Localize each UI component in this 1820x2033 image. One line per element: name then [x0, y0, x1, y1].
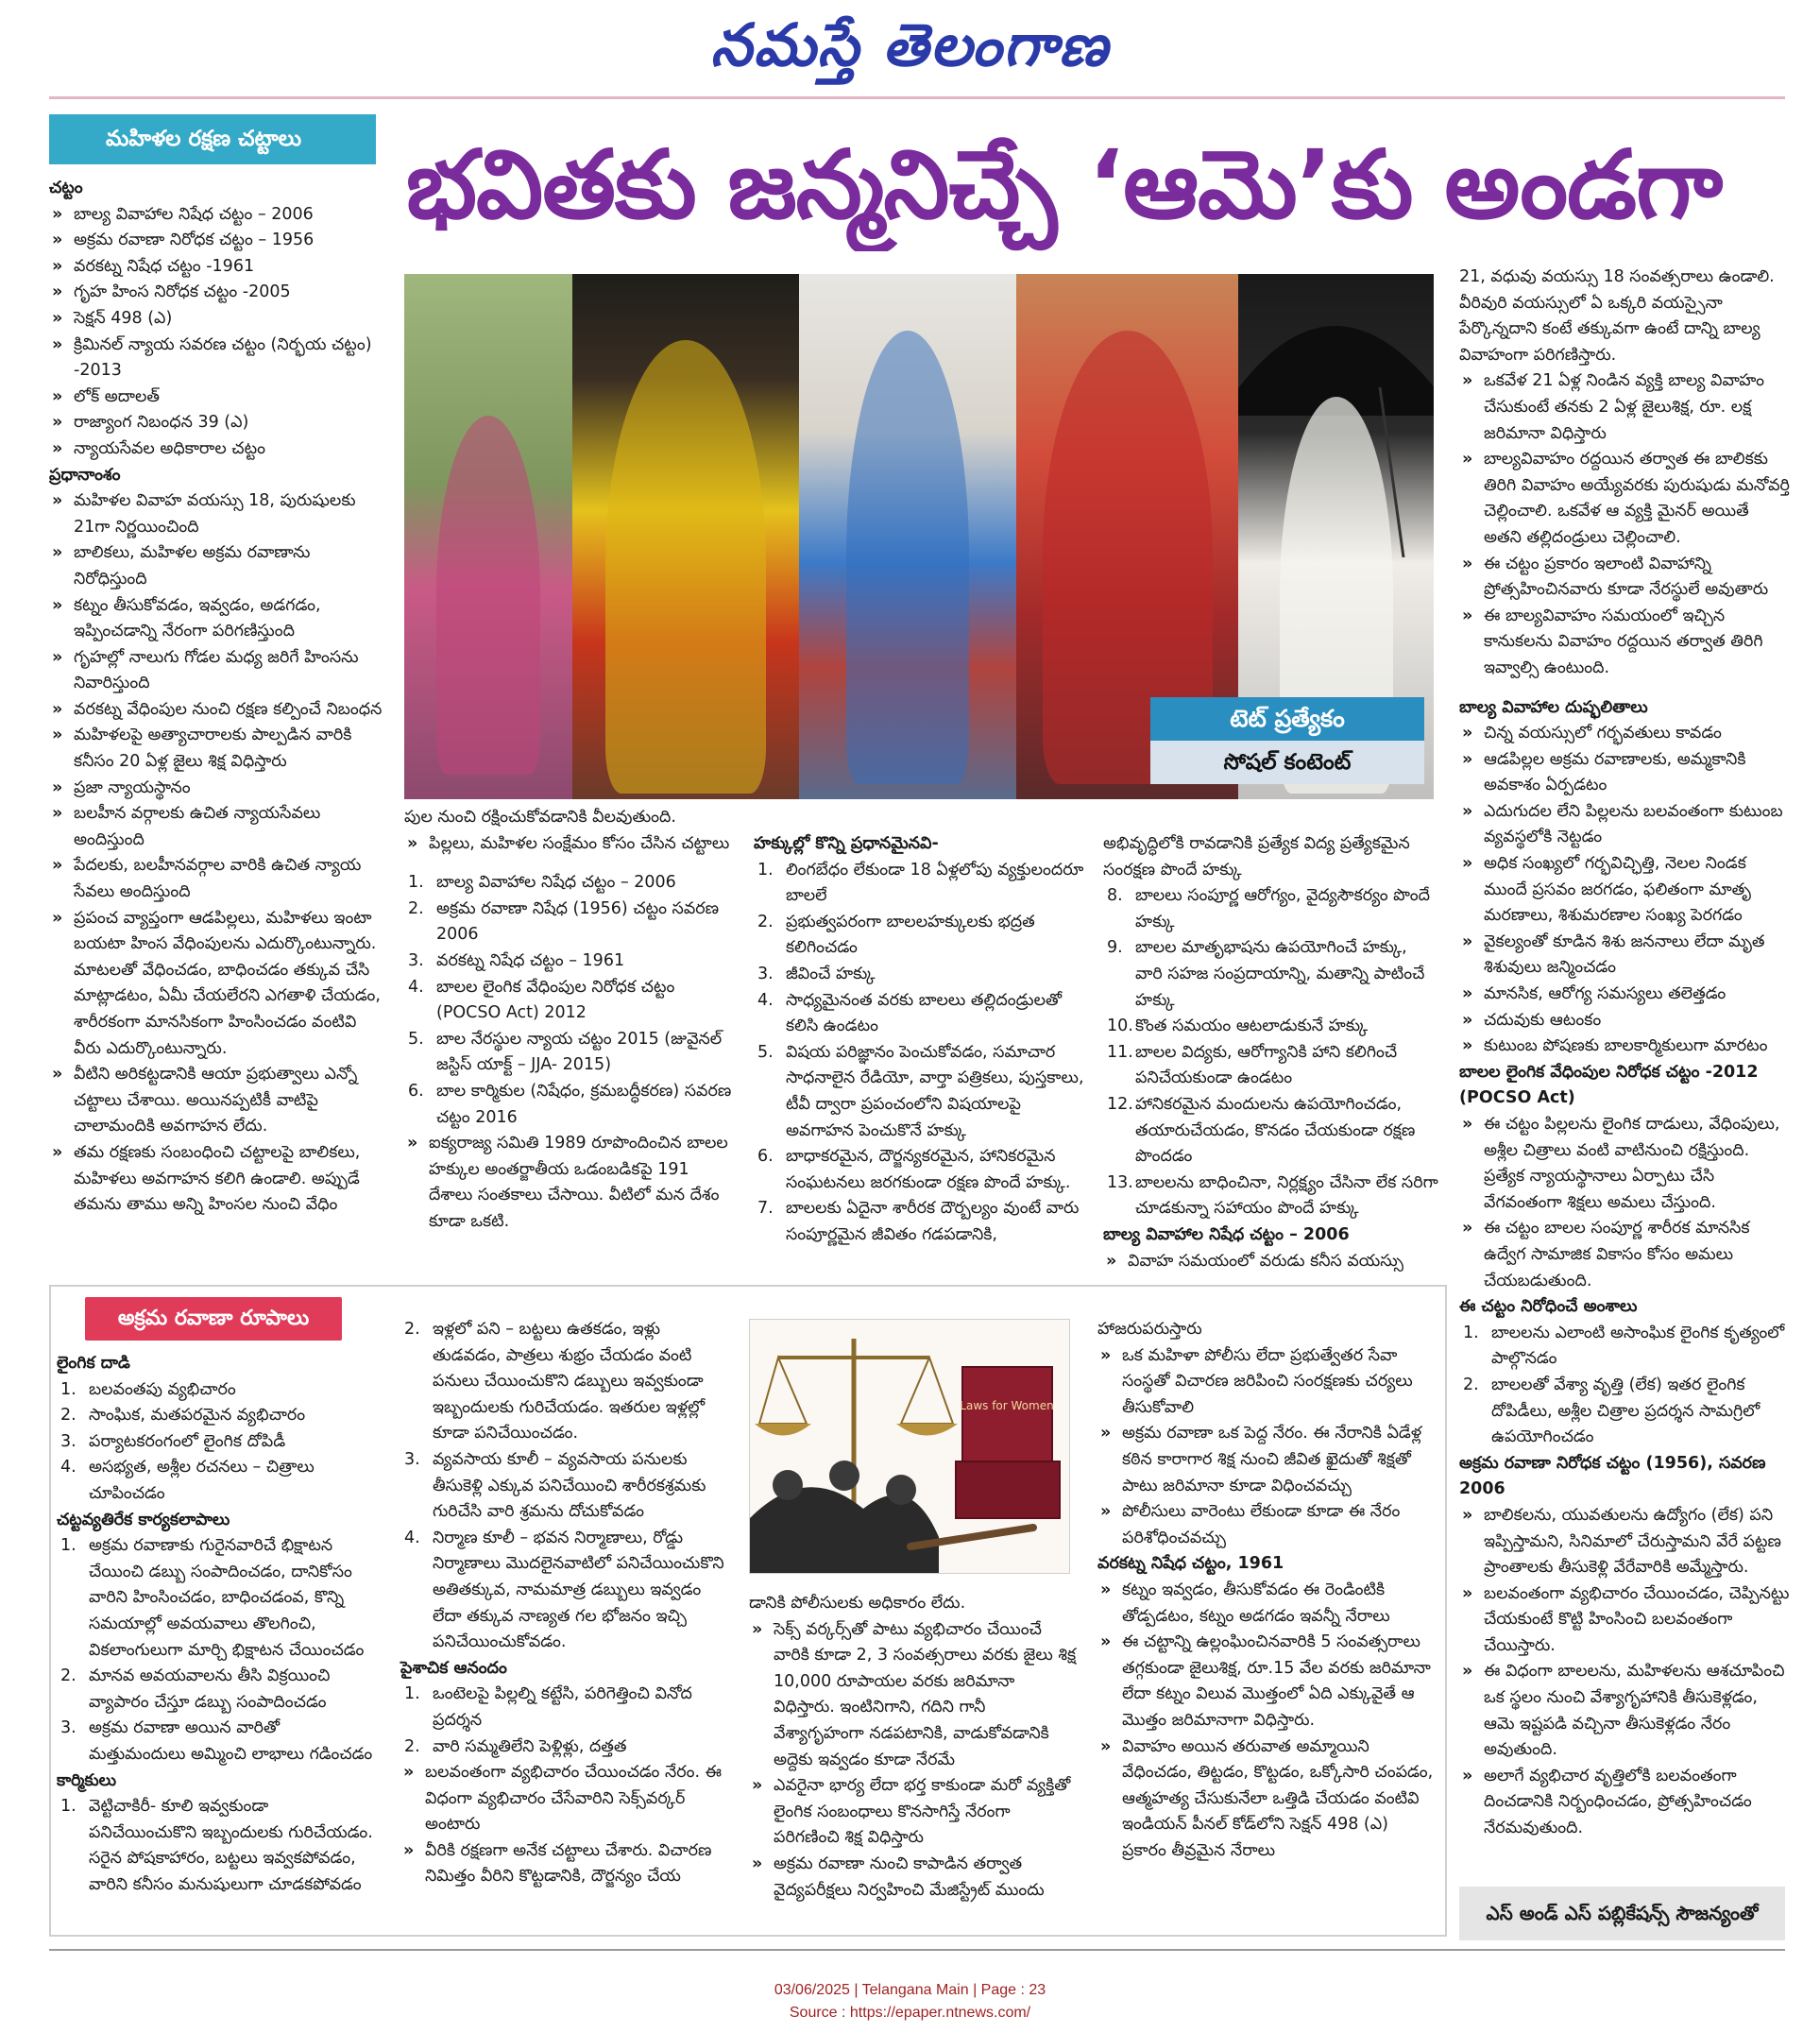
- numbered-item: [1103, 883, 1438, 935]
- item-text: బాలలను బాధించినా, నిర్లక్ష్యం చేసినా లేక సరిగా చూడకున్నా సహాయం పొందే హక్కు: [1135, 1172, 1438, 1219]
- subheading: [49, 176, 385, 202]
- paragraph: [749, 1591, 1080, 1617]
- item-text: బాల్యవివాహం రద్దయిన తర్వాత ఈ బాలికకు తిరిగి వివాహం అయ్యేవరకు పురుషుడు మనోవర్తి చెల్లించాలి. ఒకవేళ ఆ వ్యక్తి మైనర్ అయితే అతని తల్లిదండ్రులు చెల్లించాలి.: [1484, 450, 1790, 547]
- item-text: చట్టవ్యతిరేక కార్యకలాపాలు: [57, 1510, 230, 1529]
- item-text: రాజ్యాంగ నిబంధన 39 (ఎ): [74, 413, 249, 433]
- bullet-item: [1459, 1503, 1790, 1581]
- item-text: బాల్య వివాహాల నిషేధ చట్టం – 2006: [74, 204, 314, 224]
- numbered-item: [1103, 1014, 1438, 1040]
- bullet-item: [1459, 799, 1790, 851]
- item-text: బాలలను ఎలాంటి అసాంఘిక లైంగిక కృత్యంలో పాల్గొనడం: [1491, 1323, 1785, 1369]
- item-text: అక్రమ రవాణా నిరోధక చట్టం (1956), సవరణ 2006: [1459, 1453, 1766, 1499]
- numbered-item: [57, 1716, 380, 1768]
- numbered-item: [404, 897, 735, 948]
- item-text: హాజరుపరుస్తారు: [1097, 1320, 1202, 1339]
- item-text: అక్రమ రవాణా అయిన వారితో మత్తుమందులు అమ్మించి లాభాలు గడించడం: [89, 1718, 373, 1764]
- item-number: 2.: [60, 1406, 77, 1426]
- numbered-item: [57, 1794, 380, 1898]
- subheading: [1459, 1451, 1790, 1503]
- bullet-item: [1459, 552, 1790, 604]
- item-text: బాల కార్మికుల (నిషేధం, క్రమబద్ధీకరణ) సవరణ చట్టం 2016: [436, 1081, 732, 1127]
- item-text: లోక్ అదాలత్: [74, 386, 161, 406]
- subheading: [1459, 1060, 1790, 1112]
- item-text: అక్రమ రవాణా నిరోధక చట్టం – 1956: [74, 231, 315, 250]
- bullet-item: [1097, 1734, 1437, 1865]
- bullet-item: [49, 697, 385, 724]
- bullet-item: [1459, 747, 1790, 799]
- item-number: 4.: [404, 1528, 420, 1547]
- bullet-item: [404, 1131, 735, 1235]
- column-labour-exploitation: [400, 1317, 731, 1890]
- photo-woman-in-blue-dress: [799, 274, 1016, 799]
- item-text: బాల్య వివాహాల దుష్ఫలితాలు: [1459, 697, 1648, 717]
- numbered-item: [754, 1196, 1084, 1248]
- item-number: 5.: [757, 1042, 774, 1062]
- item-number: 1.: [408, 873, 424, 893]
- item-text: కుటుంబ పోషణకు బాలకార్మికులుగా మారటం: [1484, 1036, 1768, 1056]
- item-text: బాల్య వివాహాల నిషేధ చట్టం – 2006: [1103, 1224, 1350, 1244]
- numbered-item: [57, 1403, 380, 1429]
- item-text: ఈ బాల్యవివాహం సమయంలో ఇచ్చిన కానుకలను వివాహం రద్దయిన తర్వాత తిరిగి ఇవ్వాల్సి ఉంటుంది.: [1484, 606, 1763, 677]
- bullet-item: [1097, 1578, 1437, 1630]
- item-number: 4.: [60, 1458, 77, 1478]
- item-number: 9.: [1107, 938, 1123, 958]
- item-text: న్యాయసేవల అధికారాల చట్టం: [74, 438, 265, 458]
- item-text: అభివృద్ధిలోకి రావడానికి ప్రత్యేక విద్య ప్రత్యేకమైన సంరక్షణ పొందే హక్కు: [1103, 834, 1410, 880]
- numbered-item: [57, 1429, 380, 1456]
- numbered-item: [400, 1447, 731, 1526]
- bullet-item: [49, 723, 385, 775]
- column-child-rights: [754, 831, 1084, 1249]
- numbered-item: [1459, 1373, 1790, 1451]
- subheading: [1459, 695, 1790, 722]
- item-number: 12.: [1107, 1094, 1133, 1114]
- bullet-item: [404, 831, 735, 858]
- bullet-item: [49, 228, 385, 254]
- item-number: 4.: [408, 977, 424, 997]
- item-text: వీటిని అరికట్టడానికి ఆయా ప్రభుత్వాలు ఎన్నో చట్టాలు చేశాయి. అయినప్పటికీ వాటిపై చాలామందికి అవగాహన లేదు.: [74, 1065, 358, 1136]
- item-text: పైశాచిక ఆనందం: [400, 1658, 507, 1678]
- item-text: మానవ అవయవాలను తీసి విక్రయించి వ్యాపారం చేస్తూ డబ్బు సంపాదించడం: [89, 1666, 331, 1712]
- bullet-item: [1097, 1421, 1437, 1499]
- item-text: వరకట్న నిషేధ చట్టం -1961: [74, 256, 255, 276]
- bullet-item: [1097, 1630, 1437, 1734]
- item-text: వరకట్న వేధింపుల నుంచి రక్షణ కల్పించే నిబంధన: [74, 699, 383, 719]
- numbered-item: [1459, 1321, 1790, 1373]
- item-number: 3.: [757, 964, 774, 983]
- item-text: ఇళ్లలో పని – బట్టలు ఉతకడం, ఇళ్లు తుడవడం, పాత్రలు శుభ్రం చేయడం వంటి పనులు చేయించుకొని డబ్బులు ఇవ్వకుండా ఇబ్బందులకు గురిచేయడం. ఇతరుల ఇళ్లల్లో కూడా పనిచేయించడం.: [433, 1320, 706, 1444]
- bullet-item: [1459, 1581, 1790, 1660]
- item-text: ప్రజా న్యాయస్థానం: [74, 777, 191, 797]
- bullet-item: [49, 384, 385, 411]
- item-number: 2.: [1463, 1375, 1479, 1394]
- item-text: మహిళలపై అత్యాచారాలకు పాల్పడిన వారికి కనీసం 20 ఏళ్ల జైలు శిక్ష విధిస్తారు: [74, 726, 352, 772]
- subheading: [754, 831, 1084, 858]
- item-text: పేదలకు, బలహీనవర్గాల వారికి ఉచిత న్యాయ సేవలు అందిస్తుంది: [74, 856, 362, 902]
- item-number: 1.: [757, 860, 774, 880]
- item-text: హక్కుల్లో కొన్ని ప్రధానమైనవి-: [754, 834, 939, 853]
- item-text: బాలలకు ఏదైనా శారీరక దౌర్బల్యం వుంటే వారు సంపూర్ణమైన జీవితం గడపడానికి,: [786, 1199, 1080, 1244]
- item-text: బాలల లైంగిక వేధింపుల నిరోధక చట్టం (POCSO Act) 2012: [436, 977, 675, 1023]
- article-headline: భవితకు జన్మనిచ్చే ‘ఆమె’కు అండగా: [406, 129, 1723, 240]
- item-text: పోలీసులు వారెంటు లేకుండా కూడా ఈ నేరం పరిశోధించవచ్చు: [1122, 1502, 1401, 1547]
- column-child-laws: [404, 805, 735, 1236]
- bullet-item: [1459, 930, 1790, 982]
- item-text: ఆడపిల్లల అక్రమ రవాణాలకు, అమ్మకానికి అవకాశం ఏర్పడటం: [1484, 749, 1746, 795]
- item-number: 3.: [408, 950, 424, 970]
- item-text: గృహ హింస నిరోధక చట్టం -2005: [74, 282, 291, 302]
- item-number: 1.: [404, 1684, 420, 1704]
- bullet-item: [1103, 1249, 1438, 1275]
- item-number: 7.: [757, 1199, 774, 1219]
- bullet-item: [49, 801, 385, 853]
- publisher-credit: ఎస్ అండ్ ఎస్ పబ్లికేషన్స్ సౌజన్యంతో: [1459, 1887, 1785, 1940]
- bullet-item: [49, 488, 385, 540]
- item-text: పుల నుంచి రక్షించుకోవడానికి వీలవుతుంది.: [404, 808, 676, 827]
- item-text: ఒకవేళ 21 ఏళ్ల నిండిన వ్యక్తి బాల్య వివాహం చేసుకుంటే తనకు 2 ఏళ్ల జైలుశిక్ష, రూ. లక్ష జరిమానా విధిస్తారు: [1484, 371, 1765, 443]
- item-text: వరకట్న నిషేధ చట్టం, 1961: [1097, 1554, 1284, 1574]
- numbered-item: [57, 1533, 380, 1664]
- item-text: బాలికలను, యువతులను ఉద్యోగం (లేక) పని ఇప్పిస్తామని, సినిమాలో చేరుస్తామని వేరే పట్టణ ప్రాంతాలకు తీసుకెళ్లి వేరేవారికి అమ్మేస్తారు.: [1484, 1505, 1781, 1578]
- paragraph: [404, 805, 735, 831]
- item-text: ఈ చట్టం బాలల సంపూర్ణ శారీరక మానసిక ఉద్వేగ సామాజిక వికాసం కోసం అమలు చేయబడుతుంది.: [1484, 1219, 1750, 1290]
- bullet-item: [49, 202, 385, 229]
- bullet-item: [1459, 982, 1790, 1008]
- item-number: 13.: [1107, 1172, 1133, 1192]
- book-label: Laws for Women: [960, 1399, 1054, 1412]
- item-number: 8.: [1107, 886, 1123, 906]
- item-number: 1.: [60, 1797, 77, 1817]
- item-text: చదువుకు ఆటంకం: [1484, 1010, 1602, 1030]
- item-number: 6.: [757, 1147, 774, 1167]
- item-text: ఈ చట్టం నిరోధించే అంశాలు: [1459, 1297, 1638, 1317]
- badge-social-content: సోషల్ కంటెంట్: [1150, 741, 1424, 784]
- item-text: వైకల్యంతో కూడిన శిశు జననాలు లేదా మృత శిశువులు జన్మించడం: [1484, 931, 1765, 978]
- illustration-justice-scales: [749, 1319, 1070, 1574]
- item-text: బాలల లైంగిక వేధింపుల నిరోధక చట్టం -2012 (POCSO Act): [1459, 1062, 1759, 1108]
- numbered-item: [754, 1040, 1084, 1144]
- item-text: అక్రమ రవాణా నుంచి కాపాడిన తర్వాత వైద్యపరీక్షలు నిర్వహించి మేజిస్ట్రేట్ ముందు: [774, 1854, 1045, 1900]
- subheading: [57, 1768, 380, 1795]
- item-text: పర్యాటకరంగంలో లైంగిక దోపిడీ: [89, 1431, 286, 1451]
- bullet-item: [1459, 1034, 1790, 1060]
- numbered-item: [1103, 1170, 1438, 1222]
- item-text: కార్మికులు: [57, 1770, 117, 1790]
- item-text: అక్రమ రవాణా ఒక పెద్ద నేరం. ఈ నేరానికి ఏడేళ్ల కఠిన కారాగార శిక్ష నుంచి జీవిత ఖైదుతో శిక్షతో పాటు జరిమానా కూడా విధించవచ్చు: [1122, 1424, 1422, 1495]
- numbered-item: [404, 1079, 735, 1131]
- bullet-item: [49, 436, 385, 463]
- item-text: బాల నేరస్థుల న్యాయ చట్టం 2015 (జువైనల్ జస్టిస్ యాక్ట్ – JJA- 2015): [436, 1029, 723, 1075]
- bullet-item: [1459, 721, 1790, 747]
- item-text: అసభ్యత, అశ్లీల రచనలు – చిత్రాలు చూపించడం: [89, 1458, 315, 1503]
- item-text: కట్నం తీసుకోవడం, ఇవ్వడం, అడగడం, ఇప్పించడాన్ని నేరంగా పరిగణిస్తుంది: [74, 595, 321, 641]
- bullet-item: [1459, 851, 1790, 930]
- subheading: [57, 1351, 380, 1377]
- item-text: తమ రక్షణకు సంబంధించి చట్టాలపై బాలికలు, మహిళలు అవగాహన కలిగి ఉండాలి. అప్పుడే తమను తాము అన్ని హింసల నుంచి వేధిం: [74, 1142, 361, 1215]
- item-text: ఒంటెలపై పిల్లల్ని కట్టేసి, పరిగెత్తించి వినోద ప్రదర్శన: [433, 1684, 692, 1730]
- item-text: బలవంతంగా వ్యభిచారం చేయించడం, చెప్పినట్టు చేయకుంటే కొట్టి హింసించి బలవంతంగా చేయిస్తారు.: [1484, 1583, 1790, 1655]
- bullet-item: [49, 1062, 385, 1140]
- bullet-item: [49, 1140, 385, 1219]
- item-text: బాధాకరమైన, దౌర్జన్యకరమైన, హానికరమైన సంఘటనలు జరగకుండా రక్షణ పొందే హక్కు.: [786, 1147, 1071, 1192]
- item-text: వెట్టిచాకిరీ- కూలి ఇవ్వకుండా పనిచేయించుకొని ఇబ్బందులకు గురిచేయడం. సరైన పోషకాహారం, బట్టలు ఇవ్వకపోవడం, వారిని కనీసం మనుషులుగా చూడకపోవడం: [89, 1797, 373, 1894]
- bullet-item: [49, 254, 385, 281]
- item-text: జీవించే హక్కు: [786, 964, 876, 983]
- bullet-item: [49, 306, 385, 333]
- item-text: సాధ్యమైనంత వరకు బాలలు తల్లిదండ్రులతో కలిసి ఉండటం: [786, 990, 1063, 1036]
- item-text: వివాహ సమయంలో వరుడు కనీస వయస్సు: [1128, 1251, 1403, 1271]
- bullet-item: [49, 540, 385, 592]
- section-tag-women-laws: మహిళల రక్షణ చట్టాలు: [49, 114, 376, 164]
- numbered-item: [404, 948, 735, 975]
- item-text: వ్యవసాయ కూలీ – వ్యవసాయ పనులకు తీసుకెళ్లి ఎక్కువ పనిచేయించి శారీరకశ్రమకు గురిచేసి వారి శ్రమను దోచుకోవడం: [433, 1449, 706, 1522]
- column-dowry-law: [1097, 1317, 1437, 1864]
- numbered-item: [400, 1317, 731, 1447]
- section-badge: [1150, 697, 1424, 784]
- item-text: చట్టం: [49, 179, 83, 197]
- numbered-item: [754, 988, 1084, 1040]
- item-text: లింగబేధం లేకుండా 18 ఏళ్లలోపు వ్యక్తులందరూ బాలలే: [786, 860, 1084, 906]
- badge-tet-special: టెట్ ప్రత్యేకం: [1150, 697, 1424, 741]
- item-text: బలవంతపు వ్యభిచారం: [89, 1379, 236, 1399]
- item-number: 2.: [404, 1320, 420, 1339]
- item-number: 1.: [60, 1536, 77, 1556]
- bullet-item: [1097, 1343, 1437, 1422]
- item-number: 10.: [1107, 1016, 1133, 1036]
- item-text: వారి సమ్మతిలేని పెళ్లిళ్లు, దత్తత: [433, 1736, 627, 1756]
- bullet-item: [1459, 368, 1790, 447]
- item-text: సాంఘిక, మతపరమైన వ్యభిచారం: [89, 1406, 306, 1426]
- footer-source-link[interactable]: Source : https://epaper.ntnews.com/: [789, 2005, 1031, 2021]
- item-number: 1.: [1463, 1323, 1479, 1342]
- bullet-item: [1459, 1008, 1790, 1034]
- item-text: సెక్షన్ 498 (ఎ): [74, 308, 173, 328]
- top-divider: [49, 96, 1785, 99]
- bullet-item: [749, 1617, 1080, 1774]
- numbered-item: [1103, 1092, 1438, 1170]
- spacer: [1459, 682, 1790, 695]
- column-sex-worker-protection: [749, 1591, 1080, 1904]
- item-text: వివాహం అయిన తరువాత అమ్మాయిని వేధించడం, తిట్టడం, కొట్టడం, ఒక్కోసారి చంపడం, ఆత్మహత్య చేసుకునేలా ఒత్తిడి చేయడం వంటివి ఇండియన్ పీనల్ కోడ్‌లోని సెక్షన్ 498 (ఎ) ప్రకారం తీవ్రమైన నేరాలు: [1122, 1736, 1434, 1860]
- item-text: అధిక సంఖ్యలో గర్భవిచ్ఛిత్తి, నెలల నిండక ముందే ప్రసవం జరగడం, ఫలితంగా మాతృ మరణాలు, శిశుమరణాల సంఖ్య పెరగడం: [1484, 854, 1751, 926]
- column-child-rights-continued: [1103, 831, 1438, 1274]
- item-text: 21, వధువు వయస్సు 18 సంవత్సరాలు ఉండాలి. వీరివురి వయస్సులో ఏ ఒక్కరి వయస్సైనా పేర్కొన్నదాని కంటే తక్కువగా ఉంటే దాన్ని బాల్య వివాహంగా పరిగణిస్తారు.: [1459, 267, 1775, 365]
- bullet-item: [1459, 1764, 1790, 1842]
- bullet-item: [49, 906, 385, 1063]
- bullet-item: [749, 1852, 1080, 1904]
- item-text: బాలల విద్యకు, ఆరోగ్యానికి హాని కలిగించే పనిచేయకుండా ఉండటం: [1135, 1042, 1398, 1088]
- item-text: మానసిక, ఆరోగ్య సమస్యలు తలెత్తడం: [1484, 984, 1726, 1004]
- masthead: [0, 0, 1820, 94]
- bullet-item: [749, 1773, 1080, 1852]
- bullet-item: [1097, 1499, 1437, 1551]
- paragraph: [1459, 265, 1790, 368]
- item-text: చిన్న వయస్సులో గర్భవతులు కావడం: [1484, 724, 1722, 743]
- bullet-item: [49, 776, 385, 802]
- numbered-item: [754, 858, 1084, 910]
- column-trafficking-forms: [57, 1351, 380, 1898]
- subheading: [400, 1656, 731, 1683]
- item-text: బాల్య వివాహాల నిషేధ చట్టం – 2006: [436, 873, 676, 893]
- item-text: ఈ చట్టాన్ని ఉల్లంఘించినవారికి 5 సంవత్సరాలు తగ్గకుండా జైలుశిక్ష, రూ.15 వేల వరకు జరిమానా లేదా కట్నం విలువ మొత్తంలో ఏది ఎక్కువైతే ఆ మొత్తం జరిమానాగా విధిస్తారు.: [1122, 1632, 1431, 1730]
- bullet-item: [1459, 1112, 1790, 1216]
- numbered-item: [754, 962, 1084, 988]
- item-text: బలహీన వర్గాలకు ఉచిత న్యాయసేవలు అందిస్తుంది: [74, 804, 321, 849]
- column-laws-list: [49, 176, 385, 1219]
- subheading: [1097, 1551, 1437, 1578]
- item-number: 3.: [60, 1718, 77, 1738]
- bullet-item: [49, 645, 385, 697]
- item-text: లైంగిక దాడి: [57, 1354, 130, 1373]
- numbered-item: [57, 1664, 380, 1716]
- photo-woman-in-yellow-saree: [572, 274, 799, 799]
- item-text: క్రిమినల్ న్యాయ సవరణ చట్టం (నిర్భయ చట్టం) -2013: [74, 334, 372, 381]
- paragraph: [1097, 1317, 1437, 1343]
- bullet-item: [400, 1838, 731, 1890]
- subheading: [49, 463, 385, 489]
- item-text: డానికి పోలీసులకు అధికారం లేదు.: [749, 1594, 966, 1613]
- paragraph: [1103, 831, 1438, 883]
- item-number: 3.: [404, 1449, 420, 1469]
- item-text: ఐక్యరాజ్య సమితి 1989 రూపొందించిన బాలల హక్కుల అంతర్జాతీయ ఒడంబడికపై 191 దేశాలు సంతకాలు చేసాయి. వీటిలో మన దేశం కూడా ఒకటి.: [429, 1134, 728, 1231]
- item-number: 4.: [757, 990, 774, 1010]
- numbered-item: [1103, 1040, 1438, 1092]
- bullet-item: [400, 1760, 731, 1838]
- item-text: విషయ పరిజ్ఞానం పెంచుకోవడం, సమాచార సాధనాలైన రేడియో, వార్తా పత్రికలు, పుస్తకాలు, టీవీ ద్వారా ప్రపంచంలోని విషయాలపై అవగాహన పెంచుకొనే హక్కు: [786, 1042, 1084, 1140]
- item-number: 11.: [1107, 1042, 1133, 1062]
- subheading: [57, 1508, 380, 1534]
- bullet-item: [49, 333, 385, 384]
- item-text: వీరికి రక్షణగా అనేక చట్టాలు చేశారు. విచారణ నిమిత్తం వీరిని కొట్టడానికి, దౌర్జన్యం చేయ: [425, 1840, 712, 1887]
- photo-woman-with-basin: [404, 274, 572, 799]
- item-text: మహిళల వివాహ వయస్సు 18, పురుషులకు 21గా నిర్ణయించింది: [74, 491, 356, 537]
- bullet-item: [49, 280, 385, 306]
- numbered-item: [1103, 935, 1438, 1014]
- item-text: ఈ విధంగా బాలలను, మహిళలను ఆశచూపించి ఒక స్థలం నుంచి వేశ్యాగృహానికి తీసుకెళ్లడం, ఆమె ఇష్టపడి వచ్చినా తీసుకెళ్లడం నేరం అవుతుంది.: [1484, 1662, 1785, 1760]
- section-tag-trafficking: అక్రమ రవాణా రూపాలు: [85, 1297, 342, 1341]
- numbered-item: [400, 1682, 731, 1734]
- numbered-item: [754, 1144, 1084, 1196]
- item-text: బాలలు సంపూర్ణ ఆరోగ్యం, వైద్యసౌకర్యం పొందే హక్కు: [1135, 886, 1431, 931]
- item-number: 3.: [60, 1431, 77, 1451]
- item-text: ఎవరైనా భార్య లేదా భర్త కాకుండా మరో వ్యక్తితో లైంగిక సంబంధాలు కొనసాగిస్తే నేరంగా పరిగణించి శిక్ష విధిస్తారు: [774, 1776, 1071, 1848]
- bullet-item: [49, 853, 385, 905]
- item-text: అక్రమ రవాణాకు గురైనవారిచే భిక్షాటన చేయించి డబ్బు సంపాదించడం, దానికోసం వారిని హింసించడం, బాధించడంవ, కొన్ని సమయాల్లో అవయవాలు తొలగించి, వికలాంగులుగా మార్చి భిక్షాటన చేయించడం: [89, 1536, 365, 1660]
- item-text: ఒక మహిళా పోలీసు లేదా ప్రభుత్వేతర సేవా సంస్థతో విచారణ జరిపించి సంరక్షణకు చర్యలు తీసుకోవాలి: [1122, 1345, 1413, 1417]
- item-text: ప్రపంచ వ్యాప్తంగా ఆడపిల్లలు, మహిళలు ఇంటా బయటా హింస వేధింపులను ఎదుర్కొంటున్నారు. మాటలతో వేధించడం, బాధించడం తక్కువ చేసి మాట్లాడటం, ఏమీ చేయలేరని ఎగతాళి చేయడం, శారీరకంగా మానసికంగా హింసించడం వంటివి వీరు ఎదుర్కొంటున్నారు.: [74, 908, 381, 1058]
- bullet-item: [1459, 604, 1790, 682]
- item-text: ప్రభుత్వపరంగా బాలలహక్కులకు భద్రత కలిగించడం: [786, 912, 1035, 958]
- item-text: బలవంతంగా వ్యభిచారం చేయించడం నేరం. ఈ విధంగా వ్యభిచారం చేసేవారిని సెక్స్‌వర్కర్ అంటారు: [425, 1763, 723, 1835]
- numbered-item: [404, 975, 735, 1027]
- item-number: 5.: [408, 1029, 424, 1049]
- bullet-item: [1459, 1216, 1790, 1294]
- spacer: [404, 857, 735, 870]
- column-child-marriage: [1459, 265, 1790, 1842]
- item-text: ఈ చట్టం పిల్లలను లైంగిక దాడులు, వేధింపులు, అశ్లీల చిత్రాలు వంటి వాటినుంచి రక్షిస్తుంది. ప్రత్యేక న్యాయస్థానాలు ఏర్పాటు చేసి వేగవంతంగా శిక్షలు అమలు చేస్తుంది.: [1484, 1115, 1780, 1212]
- item-text: నిర్మాణ కూలీ – భవన నిర్మాణాలు, రోడ్డు నిర్మాణాలు మొదలైనవాటిలో పనిచేయించుకొని అతితక్కువ, నామమాత్ర డబ్బులు ఇవ్వడం లేదా తక్కువ నాణ్యత గల భోజనం ఇచ్చి పనిచేయించుకోవడం.: [433, 1528, 724, 1652]
- item-text: బాలికలు, మహిళల అక్రమ రవాణాను నిరోధిస్తుంది: [74, 543, 311, 589]
- item-text: హానికరమైన మందులను ఉపయోగించడం, తయారుచేయడం, కొనడం చేయకుండా రక్షణ పొందడం: [1135, 1094, 1416, 1167]
- bullet-item: [49, 410, 385, 436]
- numbered-item: [57, 1377, 380, 1404]
- item-text: బాలల మాతృభాషను ఉపయోగించే హక్కు, వారి సహజ సంప్రదాయాన్ని, మతాన్ని పాటించే హక్కు: [1135, 938, 1425, 1010]
- item-text: ప్రధానాంశం: [49, 465, 121, 485]
- item-number: 2.: [757, 912, 774, 931]
- numbered-item: [404, 870, 735, 897]
- numbered-item: [400, 1734, 731, 1761]
- footer-edition-info: 03/06/2025 | Telangana Main | Page : 23: [774, 1982, 1046, 1998]
- item-number: 1.: [60, 1379, 77, 1399]
- item-text: ఈ చట్టం ప్రకారం ఇలాంటి వివాహాన్ని ప్రోత్సహించినవారు కూడా నేరస్థులే అవుతారు: [1484, 554, 1769, 600]
- item-text: అక్రమ రవాణా నిషేధ (1956) చట్టం సవరణ 2006: [436, 898, 720, 945]
- item-text: గృహల్లో నాలుగు గోడల మధ్య జరిగే హింసను నివారిస్తుంది: [74, 647, 359, 693]
- item-text: ఎదుగుదల లేని పిల్లలను బలవంతంగా కుటుంబ వ్యవస్థలోకి నెట్టడం: [1484, 801, 1783, 847]
- numbered-item: [400, 1526, 731, 1656]
- item-text: సెక్స్ వర్కర్స్‌తో పాటు వ్యభిచారం చేయించే వారికి కూడా 2, 3 సంవత్సరాలు వరకు జైలు శిక్ష 10,000 రూపాయల వరకు జరిమానా విధిస్తారు. ఇంటినిగాని, గదిని గానీ వేశ్యాగృహంగా నడపటానికి, వాడుకోవడానికి అద్దెకు ఇవ్వడం కూడా నేరమే: [774, 1619, 1077, 1769]
- numbered-item: [57, 1455, 380, 1507]
- bullet-item: [1459, 1659, 1790, 1763]
- numbered-item: [754, 910, 1084, 962]
- numbered-item: [404, 1027, 735, 1079]
- item-text: కొంత సమయం ఆటలాడుకునే హక్కు: [1135, 1016, 1369, 1036]
- item-number: 2.: [404, 1736, 420, 1756]
- item-text: బాలలతో వేశ్యా వృత్తి (లేక) ఇతర లైంగిక దోపిడీలు, అశ్లీల చిత్రాల ప్రదర్శన సామగ్రిలో ఉపయోగించడం: [1491, 1375, 1760, 1447]
- newspaper-title: నమస్తే తెలంగాణ: [710, 10, 1110, 79]
- item-text: పిల్లలు, మహిళల సంక్షేమం కోసం చేసిన చట్టాలు: [429, 833, 730, 853]
- bottom-divider: [49, 1949, 1785, 1951]
- subheading: [1103, 1222, 1438, 1249]
- item-text: కట్నం ఇవ్వడం, తీసుకోవడం ఈ రెండింటికి తోడ్పడటం, కట్నం అడగడం ఇవన్నీ నేరాలు: [1122, 1580, 1390, 1626]
- bullet-item: [49, 593, 385, 645]
- item-text: అలాగే వ్యభిచార వృత్తిలోకి బలవంతంగా దించడానికి నిర్బంధించడం, ప్రోత్సహించడం నేరమవుతుంది.: [1484, 1766, 1752, 1838]
- item-text: వరకట్న నిషేధ చట్టం – 1961: [436, 950, 625, 970]
- item-number: 6.: [408, 1081, 424, 1101]
- subheading: [1459, 1294, 1790, 1321]
- bullet-item: [1459, 447, 1790, 551]
- item-number: 2.: [408, 898, 424, 918]
- item-number: 2.: [60, 1666, 77, 1686]
